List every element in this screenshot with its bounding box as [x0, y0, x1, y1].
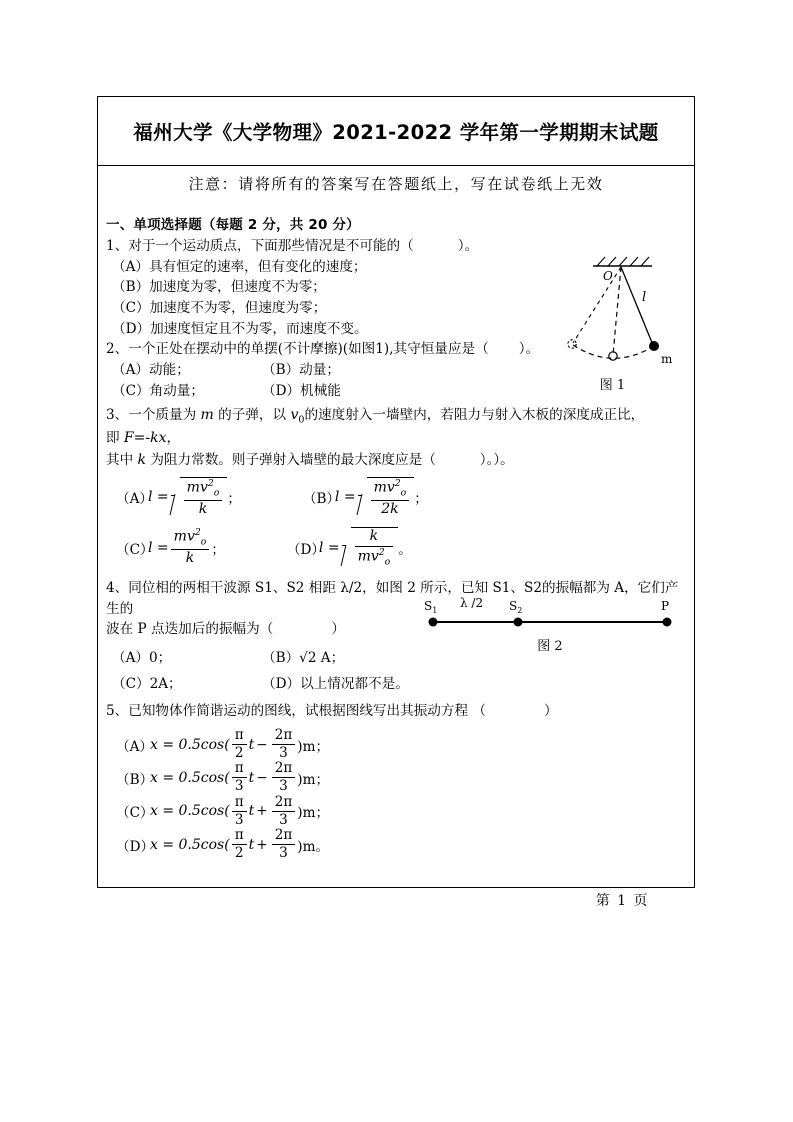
q5d-omega: $\frac{\pi}{2}$	[232, 828, 247, 861]
question-4-option-b[interactable]: （B）√2 A；	[262, 649, 345, 666]
question-3-options-row-1	[106, 477, 688, 517]
q3-formula-force: F=-kx	[123, 430, 167, 447]
pendulum-diagram-svg	[535, 249, 690, 384]
q5b-prefix: x = 0.5cos(	[150, 769, 230, 786]
pendulum-length-label: l	[642, 290, 647, 305]
q5c-omega: $\frac{\pi}{3}$	[232, 795, 247, 828]
q3b-tail: ；	[414, 491, 428, 508]
q3d-sqrt-icon: $\frac{k}{mv^2_o}$	[340, 527, 399, 567]
q5d-t: t	[248, 836, 255, 853]
question-5-option-c-label: （C）	[116, 805, 154, 822]
q3-text-f: 为阻力常数。则子弹射入墙壁的最大深度应是（	[146, 451, 436, 468]
q5d-phase: $\frac{2\pi}{3}$	[272, 828, 296, 861]
q3-close: ）。	[493, 451, 514, 468]
question-4-text-2: 波在 P 点迭加后的振幅为（	[106, 621, 274, 638]
q5c-t: t	[248, 803, 255, 820]
q3-var-m: m	[200, 407, 214, 424]
q3a-lhs: l =	[148, 489, 169, 506]
q5b-phase: $\frac{2\pi}{3}$	[272, 761, 296, 794]
q5d-prefix: x = 0.5cos(	[150, 836, 230, 853]
question-1-option-d[interactable]: （D）加速度恒定且不为零，而速度不变。	[112, 320, 368, 337]
q3a-sqrt-icon: $\frac{mv^2_o}{k}$	[169, 477, 228, 517]
q5c-suffix: )m；	[297, 805, 330, 822]
question-2-option-b[interactable]: （B）动量；	[262, 361, 340, 378]
q5b-sign: −	[256, 769, 268, 786]
q3-var-v0: v	[290, 407, 299, 424]
question-3-option-c[interactable]	[148, 528, 225, 566]
q3a-tail: ；	[227, 491, 241, 508]
q5a-omega: $\frac{\pi}{2}$	[232, 728, 247, 761]
question-5-number: 5、	[106, 703, 129, 720]
point-p-dot	[663, 618, 672, 627]
notice-row	[98, 173, 694, 194]
q3b-lhs: l =	[334, 489, 356, 506]
question-4-number: 4、	[106, 579, 129, 596]
q5a-prefix: x = 0.5cos(	[150, 736, 230, 753]
question-4-text-3: ）	[331, 621, 345, 638]
question-3-option-d-wrap	[287, 527, 412, 567]
question-3-option-b[interactable]	[335, 477, 428, 517]
question-3-line-2	[106, 450, 688, 471]
q3-text-a: 一个质量为	[128, 407, 201, 424]
question-3-option-d[interactable]	[319, 527, 412, 567]
question-2-option-c[interactable]: （C）角动量；	[112, 382, 204, 399]
figure-2-wave-sources	[416, 591, 684, 633]
pendulum-pivot-label: O	[603, 269, 613, 283]
question-3-options-row-2	[106, 527, 688, 567]
q3-text-b: 的子弹，以	[213, 407, 291, 424]
question-2-option-a[interactable]: （A）动能；	[112, 361, 190, 378]
question-1-option-c[interactable]: （C）加速度不为零，但速度为零；	[112, 299, 327, 316]
page-title: 福州大学《大学物理》2021-2022 学年第一学期期末试题	[133, 121, 659, 144]
q3-text-e: 其中	[106, 451, 138, 468]
question-4-option-c[interactable]: （C）2A；	[112, 676, 182, 693]
q5c-sign: +	[256, 803, 268, 820]
question-5-option-d[interactable]	[106, 828, 688, 861]
question-3-option-b-label: （B）	[302, 491, 341, 508]
q5c-prefix: x = 0.5cos(	[150, 803, 230, 820]
question-5-stem	[106, 701, 688, 722]
figure-1-caption: 图 1	[599, 378, 626, 393]
exam-page-frame	[97, 96, 695, 888]
question-2-stem-after: ）。	[518, 341, 540, 358]
q5b-suffix: )m；	[297, 771, 330, 788]
question-4-options-row-2	[106, 674, 688, 695]
q3b-sqrt-icon: $\frac{mv^2_o}{2k}$	[356, 477, 415, 517]
q3c-tail: ；	[211, 541, 225, 558]
question-3-option-d-label: （D）	[286, 541, 325, 558]
question-3-option-a-label: （A）	[116, 491, 154, 508]
source-s1-label: $S_1$	[424, 599, 438, 615]
question-5-option-b[interactable]	[106, 761, 688, 794]
question-5-option-a-label: （A）	[116, 738, 154, 755]
question-5-stem-before: 已知物体作简谐运动的图线，试根据图线写出其振动方程 （	[128, 703, 487, 720]
question-2-stem-before: 一个正处在摆动中的单摆(不计摩擦)(如图1),其守恒量应是（	[128, 341, 489, 358]
q5a-phase: $\frac{2\pi}{3}$	[272, 728, 296, 761]
q5b-t: t	[248, 769, 255, 786]
question-5-option-b-label: （B）	[116, 771, 154, 788]
distance-label: λ /2	[460, 596, 484, 610]
question-1-option-a[interactable]: （A）具有恒定的速率，但有变化的速度；	[112, 258, 367, 275]
q5d-sign: +	[256, 836, 268, 853]
page-footer: 第 1 页	[595, 893, 649, 909]
q3d-lhs: l =	[318, 539, 340, 556]
q3-text-g: ）。	[479, 451, 494, 468]
question-5-stem-after: ）	[544, 703, 558, 720]
question-1-stem-after: ）。	[457, 238, 479, 254]
source-s2-label: $S_2$	[509, 599, 523, 615]
pendulum-bob	[649, 341, 659, 351]
question-4-text-1: 同位相的两相干波源 S1、S2 相距 λ/2，如图 2 所示，已知 S1、S2的振幅都为 A，它们产生的	[106, 579, 679, 617]
question-5-option-d-label: （D）	[116, 838, 155, 855]
figure-2-caption: 图 2	[537, 639, 563, 654]
q5a-suffix: )m；	[297, 738, 330, 755]
q5a-t: t	[248, 736, 255, 753]
q3-var-k: k	[137, 451, 146, 468]
question-2-number: 2、	[106, 341, 129, 358]
question-5-option-c[interactable]	[106, 795, 688, 828]
q5b-omega: $\frac{\pi}{3}$	[232, 761, 247, 794]
question-1-stem-before: 对于一个运动质点，下面那些情况是不可能的（	[128, 238, 414, 254]
question-1-number: 1、	[106, 238, 129, 254]
q5a-sign: −	[256, 736, 268, 753]
question-3-option-c-label: （C）	[116, 541, 154, 558]
question-3-number: 3、	[106, 407, 129, 424]
q3c-lhs: l =	[148, 539, 169, 556]
q3c-fraction: $\frac{mv^2_o}{k}$	[171, 528, 210, 566]
question-3-option-b-wrap	[303, 477, 428, 517]
question-4-option-a[interactable]: （A）0；	[112, 649, 172, 666]
question-4-option-d[interactable]: （D）以上情况都不是。	[262, 676, 409, 693]
pendulum-mass-label: m	[661, 352, 673, 366]
section-heading: 一、单项选择题（每题 2 分，共 20 分）	[106, 217, 360, 233]
q3-text-d: ，	[166, 430, 181, 447]
question-3-line-1	[106, 405, 688, 449]
wave-sources-diagram-svg	[416, 591, 684, 633]
title-band	[98, 97, 694, 166]
question-5-option-a[interactable]	[106, 728, 688, 761]
question-2-option-d[interactable]: （D）机械能	[262, 382, 341, 399]
notice-text: 注意：请将所有的答案写在答题纸上，写在试卷纸上无效	[188, 175, 604, 193]
figure-1-pendulum	[535, 249, 690, 384]
source-s2-dot	[514, 618, 523, 627]
q3d-tail: 。	[398, 541, 412, 558]
point-p-label: P	[661, 599, 670, 613]
question-3-option-a[interactable]	[148, 477, 241, 517]
source-s1-dot	[429, 618, 438, 627]
question-1-option-b[interactable]: （B）加速度为零，但速度不为零；	[112, 279, 326, 296]
q3-var-v0-sub: 0	[298, 414, 305, 426]
q5d-suffix: )m。	[297, 838, 330, 855]
q3-text-c: 的速度射入一墙壁内，若阻力与射入木板的深度成正比，即	[106, 407, 645, 447]
q5c-phase: $\frac{2\pi}{3}$	[272, 795, 296, 828]
